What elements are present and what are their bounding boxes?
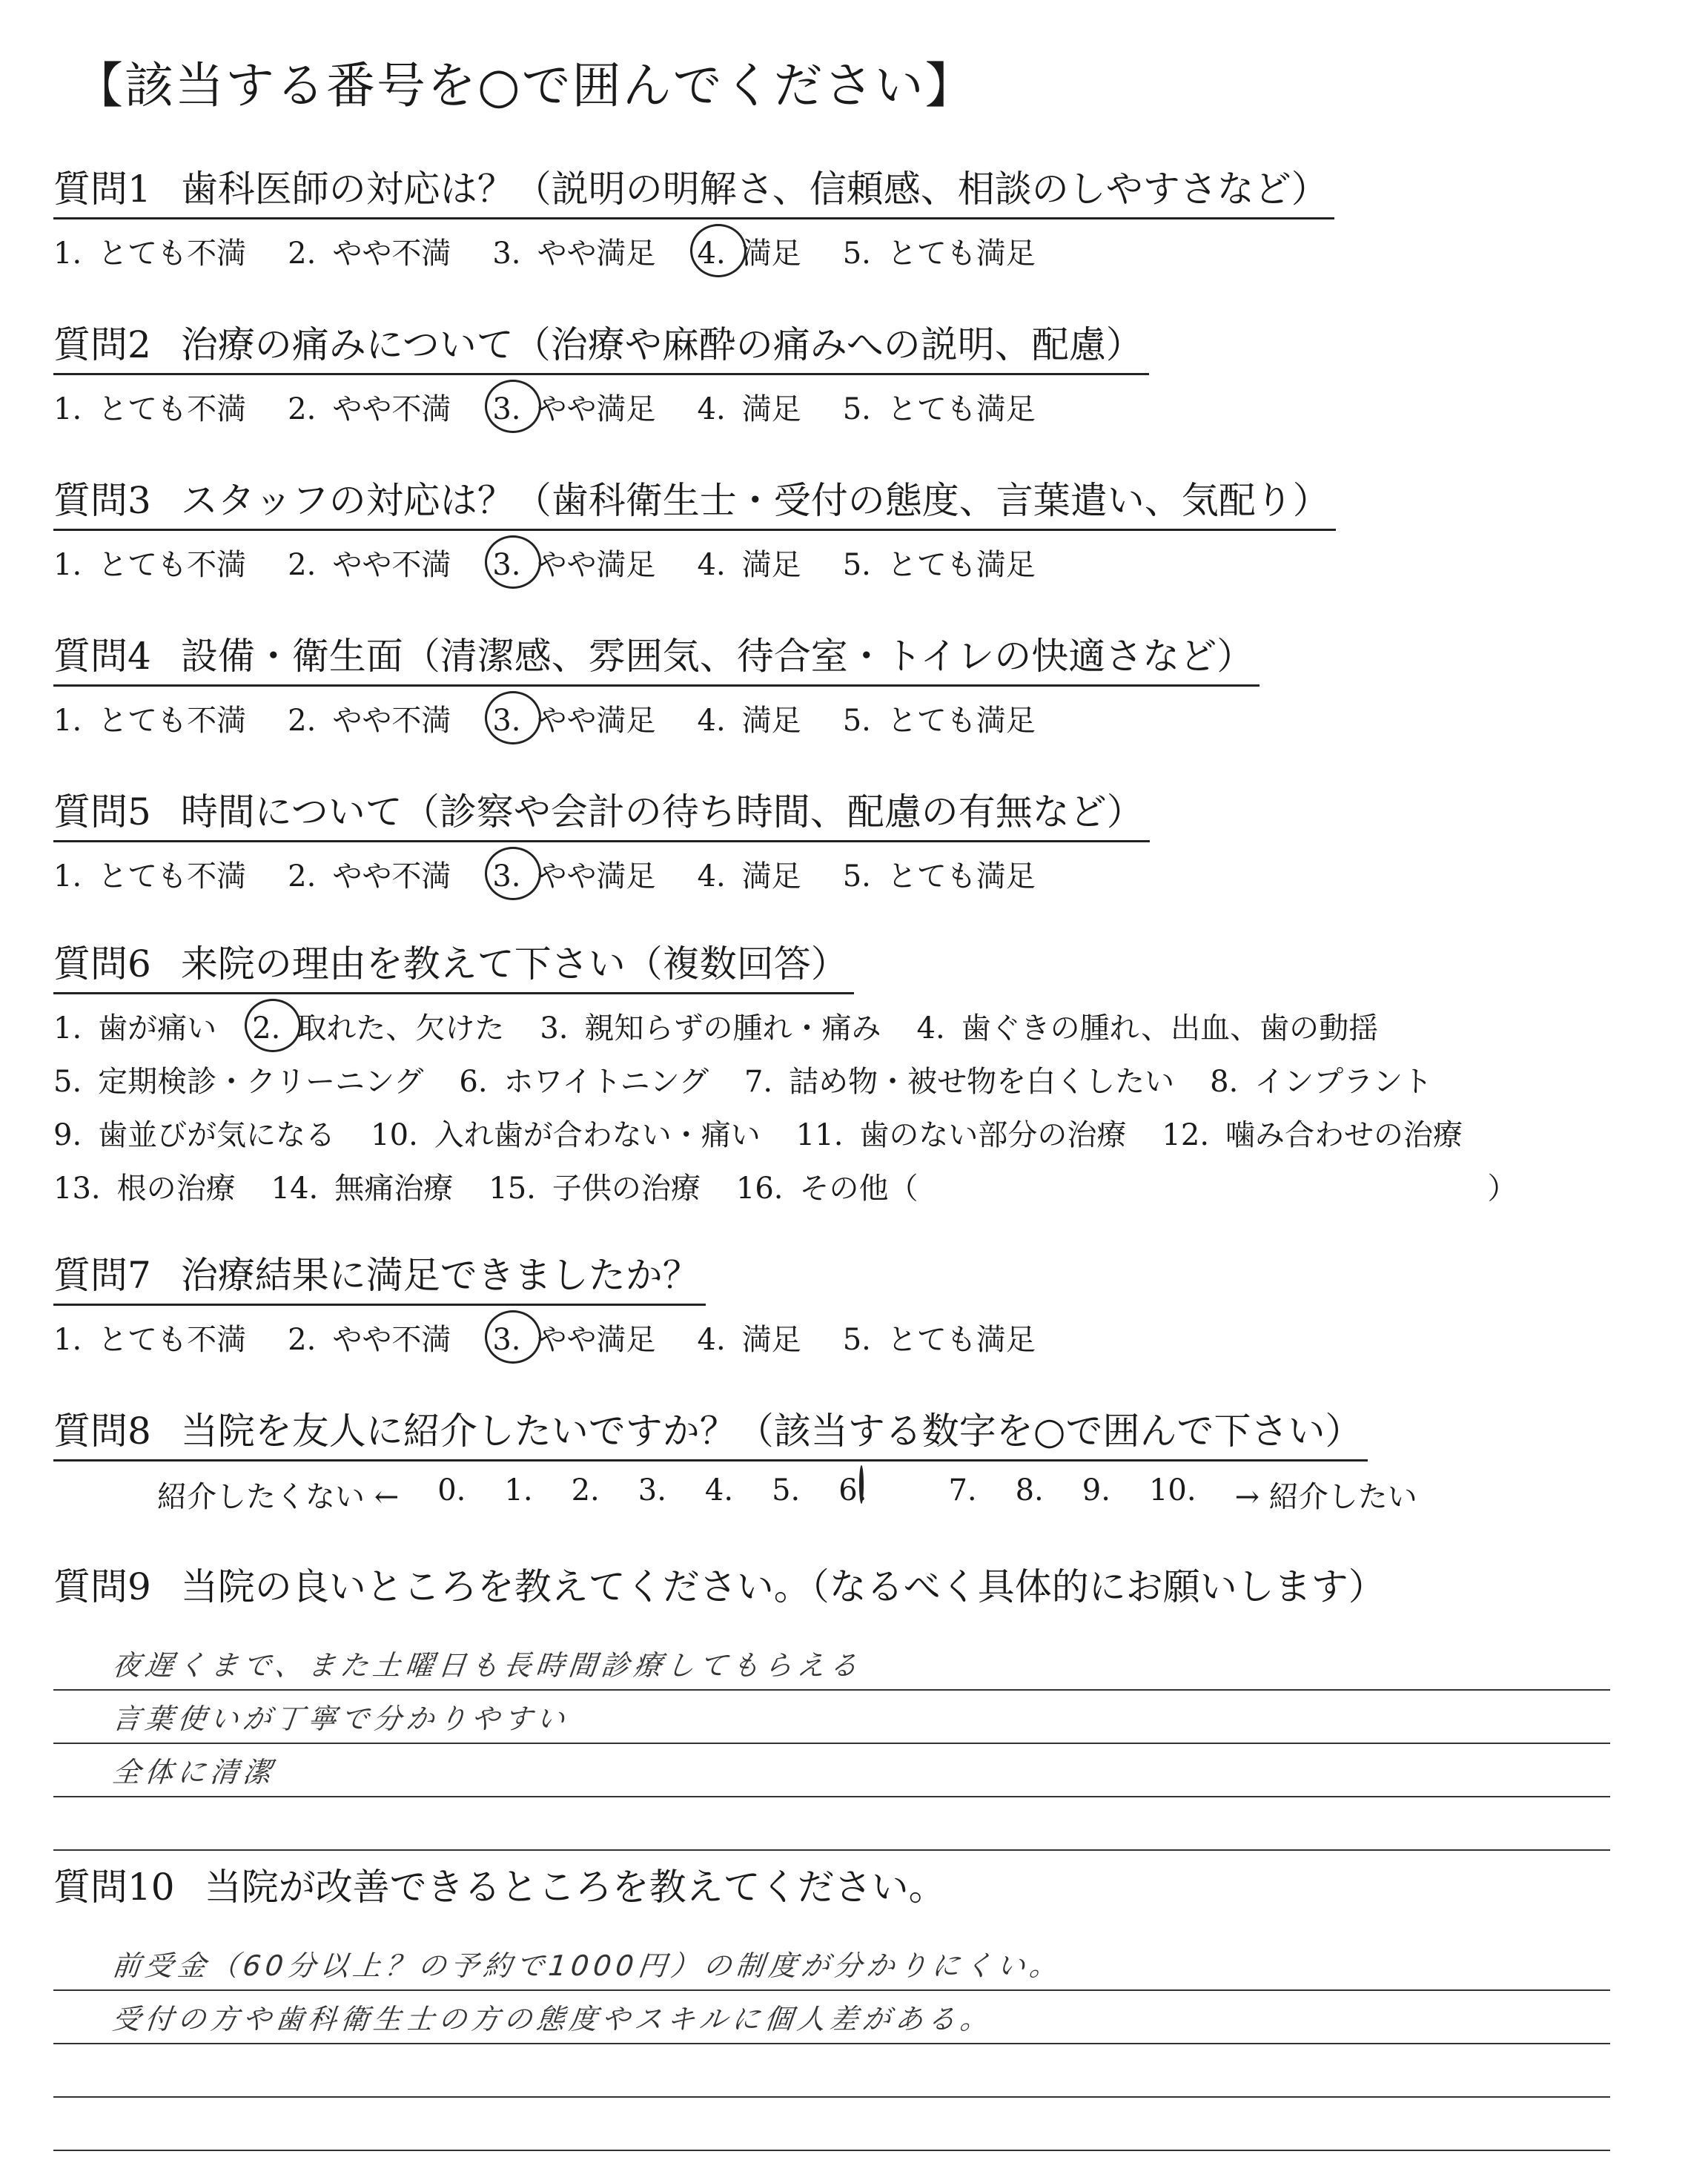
option-label: 満足 bbox=[741, 237, 801, 271]
question-3-heading bbox=[53, 471, 1336, 531]
question-8-scale-6[interactable]: 6. bbox=[838, 1473, 910, 1516]
question-3-text: スタッフの対応は？（歯科衛生士・受付の態度、言葉遣い、気配り） bbox=[180, 479, 1330, 522]
option-label: やや不満 bbox=[332, 392, 451, 426]
question-6-heading bbox=[53, 934, 854, 994]
option-number: 5. bbox=[842, 859, 871, 894]
option-number: 2. bbox=[288, 859, 317, 894]
question-5-options bbox=[53, 853, 1655, 895]
option-label: とても満足 bbox=[887, 237, 1036, 271]
question-5-text: 時間について（診察や会計の待ち時間、配慮の有無など） bbox=[180, 790, 1144, 833]
option-number: 4. bbox=[697, 1323, 726, 1357]
option-label: 歯並びが気になる bbox=[98, 1117, 336, 1152]
option-number: 1. bbox=[53, 237, 82, 271]
option-label: 入れ歯が合わない・痛い bbox=[434, 1117, 761, 1152]
option-label: 子供の治療 bbox=[552, 1171, 701, 1206]
question-1-option-1[interactable] bbox=[53, 230, 246, 272]
question-10-answer-line[interactable] bbox=[53, 2098, 1610, 2151]
question-6-row bbox=[53, 1106, 1655, 1159]
option-label: 満足 bbox=[741, 548, 801, 582]
option-number: 9. bbox=[53, 1117, 82, 1152]
question-8-scale-4[interactable]: 4. bbox=[704, 1473, 734, 1507]
question-6-option-7[interactable] bbox=[744, 1058, 1174, 1100]
question-8-scale bbox=[157, 1473, 1655, 1516]
question-8-left-label: 紹介したくない ← bbox=[157, 1480, 400, 1514]
question-3 bbox=[53, 471, 1655, 584]
option-number: 2. bbox=[288, 1323, 317, 1357]
question-6-text: 来院の理由を教えて下さい（複数回答） bbox=[180, 942, 848, 985]
option-label: 歯のない部分の治療 bbox=[859, 1117, 1127, 1152]
option-number: 5. bbox=[842, 392, 871, 426]
option-label: やや不満 bbox=[332, 548, 451, 582]
question-9-number: 質問9 bbox=[53, 1565, 151, 1608]
question-6-row bbox=[53, 999, 1655, 1052]
question-5-option-3[interactable] bbox=[492, 853, 655, 895]
question-10-number: 質問10 bbox=[53, 1866, 175, 1909]
question-7-option-5[interactable] bbox=[843, 1316, 1036, 1358]
option-label: 詰め物・被せ物を白くしたい bbox=[789, 1064, 1175, 1099]
option-number: 4. bbox=[697, 392, 726, 426]
option-number: 1. bbox=[53, 704, 82, 738]
question-9-answer-line[interactable] bbox=[53, 1691, 1610, 1744]
option-label: とても満足 bbox=[887, 548, 1036, 582]
question-2-number: 質問2 bbox=[53, 323, 151, 366]
option-number: 1. bbox=[53, 859, 82, 894]
option-label: 歯が痛い bbox=[98, 1011, 217, 1046]
option-number: 1. bbox=[53, 1323, 82, 1357]
question-8-scale-10[interactable]: 10. bbox=[1148, 1473, 1196, 1507]
option-number: 10. bbox=[371, 1117, 418, 1152]
option-number: 3. bbox=[492, 548, 521, 582]
question-6-option-10[interactable] bbox=[371, 1112, 761, 1154]
option-label: とても満足 bbox=[887, 392, 1036, 426]
question-10-answer-line[interactable] bbox=[53, 1991, 1610, 2044]
question-10-heading bbox=[53, 1857, 952, 1915]
option-label: 取れた、欠けた bbox=[297, 1011, 505, 1046]
question-6-options bbox=[53, 999, 1655, 1212]
question-6-option-9[interactable] bbox=[53, 1112, 335, 1154]
question-1-option-2[interactable] bbox=[288, 230, 451, 272]
option-number: 1. bbox=[53, 548, 82, 582]
option-label: やや不満 bbox=[332, 1323, 451, 1357]
question-2-option-1[interactable] bbox=[53, 386, 246, 428]
option-label: やや不満 bbox=[332, 704, 451, 738]
question-5-number: 質問5 bbox=[53, 790, 151, 833]
question-6-option-2[interactable] bbox=[252, 1005, 504, 1047]
option-number: 4. bbox=[697, 704, 726, 738]
question-6-option-15[interactable] bbox=[489, 1165, 701, 1207]
option-number: 5. bbox=[842, 237, 871, 271]
option-label: とても満足 bbox=[887, 704, 1036, 738]
question-9-handwritten-answer-2: 言葉使いが丁寧で分かりやすい bbox=[110, 1702, 571, 1735]
option-label: やや満足 bbox=[537, 392, 656, 426]
question-6-option-11[interactable] bbox=[796, 1112, 1127, 1154]
question-6-row bbox=[53, 1159, 1655, 1212]
option-number: 8. bbox=[1210, 1064, 1239, 1099]
question-6-option-5[interactable] bbox=[53, 1058, 423, 1100]
question-6-option-13[interactable] bbox=[53, 1165, 236, 1207]
question-10 bbox=[53, 1857, 1655, 2151]
question-3-option-1[interactable] bbox=[53, 541, 246, 584]
option-label: 噛み合わせの治療 bbox=[1225, 1117, 1463, 1152]
question-3-options bbox=[53, 541, 1655, 584]
option-number: 14. bbox=[271, 1171, 319, 1206]
option-label: その他（ bbox=[799, 1171, 918, 1206]
question-5-heading bbox=[53, 782, 1150, 842]
question-1 bbox=[53, 159, 1655, 272]
option-number: 5. bbox=[53, 1064, 82, 1099]
option-number: 1. bbox=[53, 392, 82, 426]
option-number: 2. bbox=[288, 392, 317, 426]
option-label: やや不満 bbox=[332, 237, 451, 271]
question-8-scale-0[interactable]: 0. bbox=[437, 1473, 466, 1507]
question-9-answer-line[interactable] bbox=[53, 1797, 1610, 1851]
question-6-option-14[interactable] bbox=[271, 1165, 454, 1207]
question-7-heading bbox=[53, 1246, 706, 1306]
question-1-option-3[interactable] bbox=[492, 230, 655, 272]
question-6 bbox=[53, 934, 1655, 1212]
option-number: 1. bbox=[53, 1011, 82, 1046]
question-1-heading bbox=[53, 159, 1334, 219]
question-2-option-4[interactable] bbox=[698, 386, 801, 428]
option-label: やや満足 bbox=[537, 704, 656, 738]
option-label: とても満足 bbox=[887, 1323, 1036, 1357]
question-8-scale-8[interactable]: 8. bbox=[1015, 1473, 1044, 1507]
option-label: 無痛治療 bbox=[334, 1171, 454, 1206]
question-6-row bbox=[53, 1052, 1655, 1106]
option-label: とても不満 bbox=[98, 237, 247, 271]
question-4-option-1[interactable] bbox=[53, 697, 246, 739]
option-label: 親知らずの腫れ・痛み bbox=[584, 1011, 881, 1046]
question-5-option-2[interactable] bbox=[288, 853, 451, 895]
question-2-options bbox=[53, 386, 1655, 428]
option-number: 3. bbox=[540, 1011, 569, 1046]
option-label: とても不満 bbox=[98, 1323, 247, 1357]
question-4-option-4[interactable] bbox=[698, 697, 801, 739]
option-number: 11. bbox=[795, 1117, 844, 1152]
question-3-option-2[interactable] bbox=[288, 541, 451, 584]
option-number: 5. bbox=[842, 1323, 871, 1357]
option-number: 12. bbox=[1162, 1117, 1210, 1152]
option-number: 3. bbox=[492, 859, 521, 894]
question-4-options bbox=[53, 697, 1655, 739]
option-number: 4. bbox=[697, 548, 726, 582]
question-2-option-2[interactable] bbox=[288, 386, 451, 428]
question-5-option-5[interactable] bbox=[843, 853, 1036, 895]
option-label: 満足 bbox=[741, 1323, 801, 1357]
question-6-option-8[interactable] bbox=[1210, 1058, 1432, 1100]
question-8-scale-3[interactable]: 3. bbox=[638, 1473, 666, 1507]
question-10-text: 当院が改善できるところを教えてください。 bbox=[204, 1866, 946, 1909]
question-6-option-3[interactable] bbox=[540, 1005, 881, 1047]
option-label: とても満足 bbox=[887, 859, 1036, 894]
option-number: 3. bbox=[492, 704, 521, 738]
question-8-scale-5[interactable]: 5. bbox=[772, 1473, 801, 1507]
question-8-right-label: → 紹介したい bbox=[1234, 1480, 1417, 1514]
question-9-answer-line[interactable] bbox=[53, 1744, 1610, 1797]
question-6-option-16[interactable] bbox=[736, 1165, 918, 1207]
option-label: 満足 bbox=[741, 704, 801, 738]
option-number: 15. bbox=[489, 1171, 536, 1206]
question-4-text: 設備・衛生面（清潔感、雰囲気、待合室・トイレの快適さなど） bbox=[180, 635, 1254, 678]
question-4-heading bbox=[53, 627, 1260, 687]
question-9-answer-line[interactable] bbox=[53, 1637, 1610, 1691]
question-4-option-3[interactable] bbox=[492, 697, 655, 739]
question-3-number: 質問3 bbox=[53, 479, 151, 522]
option-label: とても不満 bbox=[98, 704, 247, 738]
question-9 bbox=[53, 1557, 1655, 1851]
option-number: 4. bbox=[697, 859, 726, 894]
question-8-scale-9[interactable]: 9. bbox=[1082, 1473, 1110, 1507]
page-title: 【該当する番号を○で囲んでください】 bbox=[74, 57, 976, 114]
question-1-text: 歯科医師の対応は？（説明の明解さ、信頼感、相談のしやすさなど） bbox=[180, 168, 1328, 211]
question-6-option-1[interactable] bbox=[53, 1005, 216, 1047]
question-3-option-5[interactable] bbox=[843, 541, 1036, 584]
option-label: 満足 bbox=[741, 392, 801, 426]
question-6-option-4[interactable] bbox=[917, 1005, 1379, 1047]
question-1-options bbox=[53, 230, 1655, 272]
question-8-number: 質問8 bbox=[53, 1410, 151, 1453]
option-label: ホワイトニング bbox=[503, 1064, 709, 1099]
option-label: やや満足 bbox=[537, 237, 656, 271]
question-1-number: 質問1 bbox=[53, 168, 151, 211]
question-7-option-2[interactable] bbox=[288, 1316, 451, 1358]
option-number: 6. bbox=[459, 1064, 488, 1099]
option-number: 4. bbox=[916, 1011, 945, 1046]
option-number: 3. bbox=[492, 1323, 521, 1357]
question-1-option-4[interactable] bbox=[698, 230, 801, 272]
option-label: とても不満 bbox=[98, 859, 247, 894]
question-10-handwritten-answer-2: 受付の方や歯科衛生士の方の態度やスキルに個人差がある。 bbox=[110, 2003, 995, 2035]
question-2-heading bbox=[53, 315, 1149, 375]
option-number: 2. bbox=[288, 548, 317, 582]
question-6-option-12[interactable] bbox=[1162, 1112, 1463, 1154]
option-number: 2. bbox=[288, 704, 317, 738]
question-7-option-4[interactable] bbox=[698, 1316, 801, 1358]
question-4-number: 質問4 bbox=[53, 635, 151, 678]
option-number: 2. bbox=[288, 237, 317, 271]
question-9-handwritten-answer-1: 夜遅くまで、また土曜日も長時間診療してもらえる bbox=[110, 1649, 864, 1682]
option-label: 定期検診・クリーニング bbox=[98, 1064, 424, 1099]
option-number: 5. bbox=[842, 704, 871, 738]
question-9-text: 当院の良いところを教えてください。（なるべく具体的にお願いします） bbox=[180, 1565, 1386, 1608]
question-9-answer-lines bbox=[53, 1637, 1655, 1851]
question-4-option-5[interactable] bbox=[843, 697, 1036, 739]
option-number: 3. bbox=[492, 237, 521, 271]
question-2 bbox=[53, 315, 1655, 428]
option-label: やや満足 bbox=[537, 859, 656, 894]
question-2-option-3[interactable] bbox=[492, 386, 655, 428]
question-4-option-2[interactable] bbox=[288, 697, 451, 739]
question-3-option-3[interactable] bbox=[492, 541, 655, 584]
question-10-answer-lines bbox=[53, 1938, 1655, 2151]
question-6-option-6[interactable] bbox=[459, 1058, 709, 1100]
question-5-option-1[interactable] bbox=[53, 853, 246, 895]
option-label: 歯ぐきの腫れ、出血、歯の動揺 bbox=[961, 1011, 1379, 1046]
question-10-answer-line[interactable] bbox=[53, 2044, 1610, 2098]
question-10-answer-line[interactable] bbox=[53, 1938, 1610, 1991]
option-number: 2. bbox=[252, 1011, 281, 1046]
question-5 bbox=[53, 782, 1655, 895]
option-number: 4. bbox=[697, 237, 726, 271]
option-label: 根の治療 bbox=[116, 1171, 236, 1206]
question-2-option-5[interactable] bbox=[843, 386, 1036, 428]
question-7-options bbox=[53, 1316, 1655, 1358]
question-6-number: 質問6 bbox=[53, 942, 151, 985]
question-10-handwritten-answer-1: 前受金（60分以上？の予約で1000円）の制度が分かりにくい。 bbox=[110, 1949, 1065, 1982]
question-8 bbox=[53, 1401, 1655, 1516]
option-number: 5. bbox=[842, 548, 871, 582]
question-9-handwritten-answer-3: 全体に清潔 bbox=[110, 1756, 277, 1789]
question-8-scale-2[interactable]: 2. bbox=[571, 1473, 600, 1507]
option-number: 7. bbox=[744, 1064, 773, 1099]
question-7 bbox=[53, 1246, 1655, 1358]
option-label: インプラント bbox=[1254, 1064, 1433, 1099]
question-1-option-5[interactable] bbox=[843, 230, 1036, 272]
question-8-heading bbox=[53, 1401, 1368, 1462]
option-label: やや不満 bbox=[332, 859, 451, 894]
option-label: 満足 bbox=[741, 859, 801, 894]
option-label: やや満足 bbox=[537, 1323, 656, 1357]
option-label: とても不満 bbox=[98, 392, 247, 426]
question-4 bbox=[53, 627, 1655, 739]
question-7-option-3[interactable] bbox=[492, 1316, 655, 1358]
option-label: やや満足 bbox=[537, 548, 656, 582]
question-8-text: 当院を友人に紹介したいですか？（該当する数字を○で囲んで下さい） bbox=[180, 1410, 1363, 1453]
option-number: 16. bbox=[735, 1171, 784, 1206]
question-3-option-4[interactable] bbox=[698, 541, 801, 584]
circle-mark bbox=[859, 1465, 864, 1504]
question-8-scale-1[interactable]: 1. bbox=[504, 1473, 533, 1507]
question-5-option-4[interactable] bbox=[698, 853, 801, 895]
question-7-number: 質問7 bbox=[53, 1254, 151, 1297]
question-7-option-1[interactable] bbox=[53, 1316, 246, 1358]
question-6-other-close: ） bbox=[1487, 1171, 1517, 1206]
question-8-scale-7[interactable]: 7. bbox=[948, 1473, 977, 1507]
option-number: 3. bbox=[492, 392, 521, 426]
option-number: 13. bbox=[53, 1171, 101, 1206]
question-7-text: 治療結果に満足できましたか？ bbox=[180, 1254, 700, 1297]
question-9-heading bbox=[53, 1557, 1391, 1615]
option-label: とても不満 bbox=[98, 548, 247, 582]
question-2-text: 治療の痛みについて（治療や麻酔の痛みへの説明、配慮） bbox=[180, 323, 1143, 366]
